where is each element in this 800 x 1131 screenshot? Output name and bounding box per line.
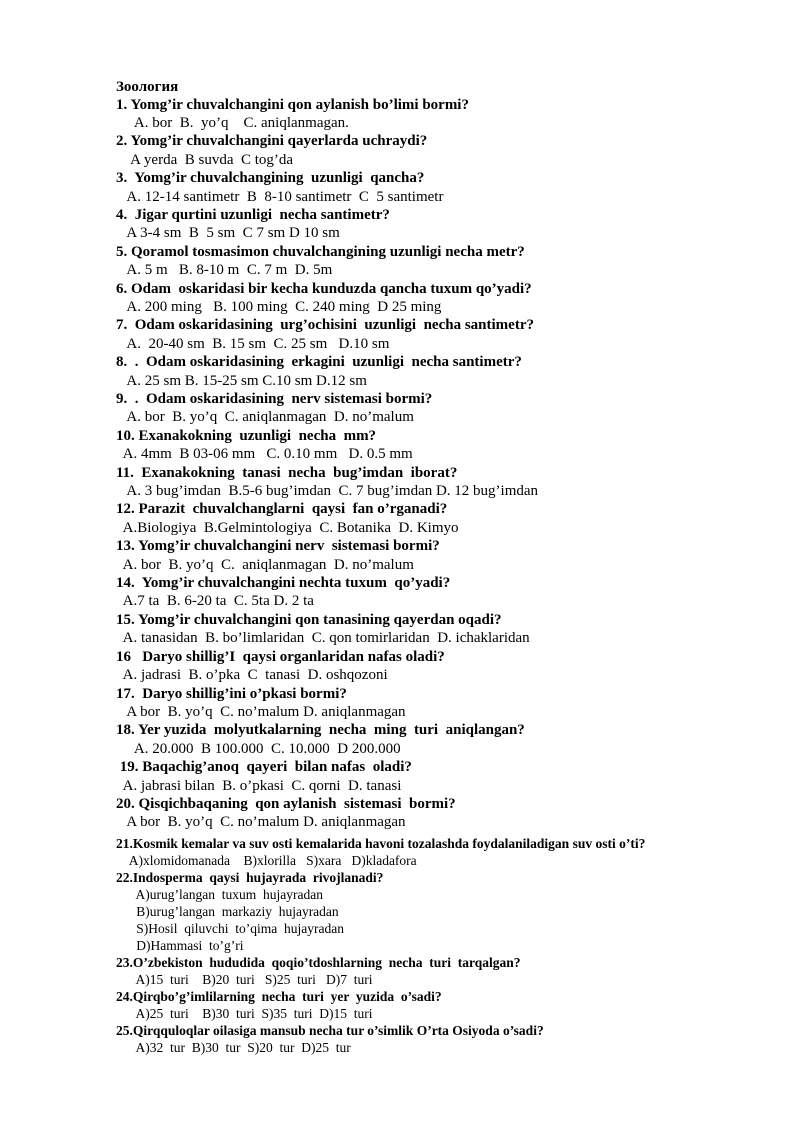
question-text: 13. Yomg’ir chuvalchangini nerv sistemasi bormi? <box>116 538 440 555</box>
question <box>116 206 776 243</box>
question-text: 22.Indosperma qaysi hujayrada rivojlanadi? <box>116 870 384 885</box>
question <box>116 243 776 280</box>
question-list-small <box>116 835 776 1056</box>
answer-option: S)Hosil qiluvchi to’qima hujayradan <box>116 921 344 936</box>
question <box>116 758 776 795</box>
answer-options: A. bor B. yo’q C. aniqlanmagan D. no’malum <box>116 409 414 426</box>
answer-options: A yerda B suvda C tog’da <box>116 151 294 168</box>
subject-title: Зоология <box>116 79 179 95</box>
question-text: 14. Yomg’ir chuvalchangini nechta tuxum qo’yadi? <box>116 575 451 592</box>
answer-options: A. 200 ming B. 100 ming C. 240 ming D 25 ming <box>116 298 442 315</box>
question <box>116 648 776 685</box>
question-text: 18. Yer yuzida molyutkalarning necha ming turi aniqlangan? <box>116 722 525 739</box>
question <box>116 353 776 390</box>
question <box>116 464 776 501</box>
question <box>116 869 776 954</box>
answer-options: A. 4mm B 03-06 mm C. 0.10 mm D. 0.5 mm <box>116 446 413 463</box>
question-text: 4. Jigar qurtini uzunligi necha santimetr? <box>116 206 390 223</box>
question <box>116 795 776 832</box>
answer-option: A)urug’langan tuxum hujayradan <box>116 887 323 902</box>
question-text: 10. Exanakokning uzunligi necha mm? <box>116 427 377 444</box>
question-text: 6. Odam oskaridasi bir kecha kunduzda qancha tuxum qo’yadi? <box>116 280 532 297</box>
question-text: 17. Daryo shillig’ini o’pkasi bormi? <box>116 685 347 702</box>
answer-options: A. 12-14 santimetr B 8-10 santimetr C 5 santimetr <box>116 188 444 205</box>
question-text: 7. Odam oskaridasining urg’ochisini uzunligi necha santimetr? <box>116 317 534 334</box>
question <box>116 169 776 206</box>
question-text: 2. Yomg’ir chuvalchangini qayerlarda uchraydi? <box>116 133 428 150</box>
answer-option: B)urug’langan markaziy hujayradan <box>116 904 339 919</box>
answer-options: A. jabrasi bilan B. o’pkasi C. qorni D. tanasi <box>116 777 402 794</box>
answer-options: A)xlomidomanada B)xlorilla S)xara D)kladafora <box>116 853 417 868</box>
question <box>116 685 776 722</box>
answer-options: A)25 turi B)30 turi S)35 turi D)15 turi <box>116 1006 373 1021</box>
question <box>116 390 776 427</box>
question-text: 20. Qisqichbaqaning qon aylanish sistemasi bormi? <box>116 795 456 812</box>
answer-options: A. 5 m B. 8-10 m C. 7 m D. 5m <box>116 262 333 279</box>
question-text: 21.Kosmik kemalar va suv osti kemalarida havoni tozalashda foydalaniladigan suv osti o’ti? <box>116 836 646 851</box>
answer-option: D)Hammasi to’g’ri <box>116 938 244 953</box>
question-text: 23.O’zbekiston hududida qoqio’tdoshlarning necha turi tarqalgan? <box>116 955 521 970</box>
question-text: 3. Yomg’ir chuvalchangining uzunligi qancha? <box>116 170 425 187</box>
answer-options: A. 25 sm B. 15-25 sm C.10 sm D.12 sm <box>116 372 367 389</box>
question-text: 16 Daryo shillig’I qaysi organlaridan nafas oladi? <box>116 648 445 665</box>
question <box>116 988 776 1022</box>
answer-options: A. 3 bug’imdan B.5-6 bug’imdan C. 7 bug’imdan D. 12 bug’imdan <box>116 483 539 500</box>
question <box>116 280 776 317</box>
question <box>116 574 776 611</box>
answer-options: A. 20.000 B 100.000 C. 10.000 D 200.000 <box>116 740 401 757</box>
answer-options: A. tanasidan B. bo’limlaridan C. qon tomirlaridan D. ichaklaridan <box>116 630 530 647</box>
answer-options: A. bor B. yo’q C. aniqlanmagan. <box>116 114 349 131</box>
question <box>116 316 776 353</box>
answer-options: A.7 ta B. 6-20 ta C. 5ta D. 2 ta <box>116 593 314 610</box>
question-text: 9. . Odam oskaridasining nerv sistemasi bormi? <box>116 391 433 407</box>
answer-options: A.Biologiya B.Gelmintologiya C. Botanika D. Kimyo <box>116 519 459 536</box>
question <box>116 835 776 869</box>
question <box>116 427 776 464</box>
question-text: 15. Yomg’ir chuvalchangini qon tanasining qayerdan oqadi? <box>116 611 502 628</box>
question-text: 24.Qirqbo’g’imlilarning necha turi yer yuzida o’sadi? <box>116 989 442 1004</box>
question <box>116 132 776 169</box>
question <box>116 500 776 537</box>
answer-options: A 3-4 sm B 5 sm C 7 sm D 10 sm <box>116 225 340 242</box>
question <box>116 954 776 988</box>
question-text: 1. Yomg’ir chuvalchangini qon aylanish bo’limi bormi? <box>116 96 469 113</box>
answer-options: A)32 tur B)30 tur S)20 tur D)25 tur <box>116 1040 351 1055</box>
question-text: 5. Qoramol tosmasimon chuvalchangining uzunligi necha metr? <box>116 243 525 260</box>
question-text: 25.Qirqquloqlar oilasiga mansub necha tur o’simlik O’rta Osiyoda o’sadi? <box>116 1023 544 1038</box>
question-text: 19. Baqachig’anoq qayeri bilan nafas oladi? <box>116 759 412 776</box>
answer-options: A. jadrasi B. o’pka C tanasi D. oshqozoni <box>116 667 388 684</box>
question-list <box>116 96 776 832</box>
question <box>116 611 776 648</box>
question-text: 12. Parazit chuvalchanglarni qaysi fan o’rganadi? <box>116 501 448 518</box>
question <box>116 721 776 758</box>
question <box>116 537 776 574</box>
question-text: 8. . Odam oskaridasining erkagini uzunligi necha santimetr? <box>116 354 522 371</box>
answer-options: A. bor B. yo’q C. aniqlanmagan D. no’malum <box>116 556 414 573</box>
question <box>116 96 776 133</box>
answer-options: A)15 turi B)20 turi S)25 turi D)7 turi <box>116 972 373 987</box>
question-text: 11. Exanakokning tanasi necha bug’imdan iborat? <box>116 464 458 481</box>
answer-options: A bor B. yo’q C. no’malum D. aniqlanmagan <box>116 703 406 720</box>
answer-options: A. 20-40 sm B. 15 sm C. 25 sm D.10 sm <box>116 335 390 352</box>
answer-options: A bor B. yo’q C. no’malum D. aniqlanmagan <box>116 814 406 831</box>
question <box>116 1022 776 1056</box>
